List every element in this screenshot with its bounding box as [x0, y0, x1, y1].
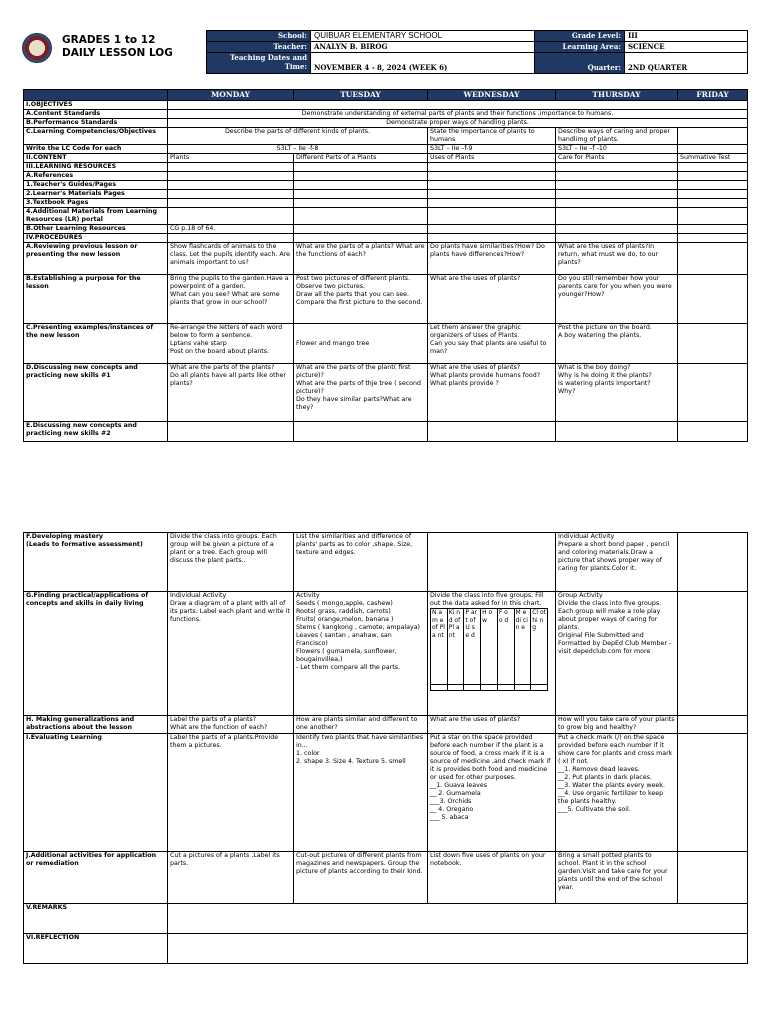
quarter-value: 2ND QUARTER	[625, 53, 748, 74]
header-info-table	[206, 30, 748, 74]
title-line-1: GRADES 1 to 12	[62, 34, 156, 46]
additional-activities-wed: List down five uses of plants on your notebook.	[428, 852, 556, 904]
lc-code-thu: S3LT – IIe –f -10	[556, 145, 678, 154]
learning-resources-heading: III.LEARNING RESOURCES	[24, 163, 168, 172]
competencies-label: C.Learning Competencies/Objectives	[24, 128, 168, 145]
day-header-monday: MONDAY	[168, 90, 294, 101]
evaluating-tue: Identify two plants that have similarities in... 1. color 2. shape 3. Size 4. Texture 5. smell	[294, 734, 428, 852]
evaluating-label: I.Evaluating Learning	[24, 734, 168, 852]
competencies-thu: Describe ways of caring and proper handlimg of plants.	[556, 128, 678, 145]
discussing-2-label: E.Discussing new concepts and practicing new skills #2	[24, 422, 168, 442]
content-tue: Different Parts of a Plants	[294, 154, 428, 163]
references-label: A.References	[24, 172, 168, 181]
discussing-1-tue: What are the parts of the plant( first picture)? What are the parts of thje tree ( second picture)? Do they have similar parts?What are they?	[294, 364, 428, 422]
quarter-label: Quarter:	[535, 53, 625, 74]
learning-area-value: SCIENCE	[625, 42, 748, 53]
additional-activities-thu: Bring a small potted plants to school. Plant it in the school garden.Visit and take care for your plants until the end of the school year.	[556, 852, 678, 904]
day-header-tuesday: TUESDAY	[294, 90, 428, 101]
additional-materials-label: 4.Additional Materials from Learning Resources (LR) portal	[24, 208, 168, 225]
chart-col-how: H o w	[481, 609, 498, 685]
content-standards-label: A.Content Standards	[24, 110, 168, 119]
reflection-value	[168, 934, 748, 964]
additional-activities-mon: Cut a pictures of a plants .Label its parts.	[168, 852, 294, 904]
content-thu: Care for Plants	[556, 154, 678, 163]
evaluating-mon: Label the parts of a plants.Provide them a pictures.	[168, 734, 294, 852]
generalizations-thu: How will you take care of your plants to grow big and healthy?	[556, 716, 678, 734]
learners-materials-label: 2.Learner's Materials Pages	[24, 190, 168, 199]
objectives-heading: I.OBJECTIVES	[24, 101, 168, 110]
additional-activities-label: J.Additional activities for application or remediation	[24, 852, 168, 904]
practical-applications-mon: Individual Activity Draw a diagram of a plant with all of its parts. Label each plant and write it functions.	[168, 592, 294, 716]
teacher-value: ANALYN B. BIROG	[311, 42, 535, 53]
chart-col-food: F o o d	[497, 609, 514, 685]
presenting-thu: Post the picture on the board. A boy watering the plants.	[556, 324, 678, 364]
presenting-mon: Re-arrange the letters of each word below to form a sentence. Lptans vahe starp Post on the board about plants.	[168, 324, 294, 364]
generalizations-wed: What are the uses of plants?	[428, 716, 556, 734]
dates-label: Teaching Dates and Time:	[207, 53, 311, 74]
performance-standards-label: B.Performance Standards	[24, 119, 168, 128]
competencies-mon-tue: Describe the parts of different kinds of plants.	[168, 128, 428, 145]
practical-applications-thu: Group Activity Divide the class into five groups. Each group will make a role play about proper ways of caring for plants. Original File Submitted and Formatted by DepEd Club Member - visit depedclub.com for more	[556, 592, 678, 716]
lc-code-wed: S3LT – IIe –f-9	[428, 145, 556, 154]
competencies-wed: State the importance of plants to humans	[428, 128, 556, 145]
reviewing-tue: What are the parts of a plants? What are the functions of each?	[294, 243, 428, 275]
developing-mastery-mon: Divide the class into groups. Each group will be given a picture of a plant or a tree. Each group will discuss the plant parts..	[168, 533, 294, 592]
presenting-examples-label: C.Presenting examples/instances of the new lesson	[24, 324, 168, 364]
practical-applications-wed-text: Divide the class into five groups. Fill out the data asked for in this chart.	[430, 592, 544, 607]
developing-mastery-label: F.Developing mastery (Leads to formative assessment)	[24, 533, 168, 592]
presenting-wed: Let them answer the graphic organizers of Uses of Plants. Can you say that plants are useful to man?	[428, 324, 556, 364]
performance-standards-value: Demonstrate proper ways of handling plants.	[168, 119, 748, 128]
purpose-mon: Bring the pupils to the garden.Have a powerpoint of a garden. What can you see? What are some plants that grow in our school?	[168, 275, 294, 324]
other-resources-mon: CG p.18 of 64.	[168, 225, 294, 234]
chart-col-clothing: Cl ot hi n g	[531, 609, 548, 685]
content-label: II.CONTENT	[24, 154, 168, 163]
reflection-label: VI.REFLECTION	[24, 934, 168, 964]
additional-activities-tue: Cut-out pictures of different plants from magazines and newspapers. Group the picture of plants according to their kind.	[294, 852, 428, 904]
evaluating-wed: Put a star on the space provided before each number if the plant is a source of food, a cross mark if it is a source of medicine ,and check mark if it is provides both food and medicine or used for other purposes. __1. Guava leaves __ 2. Gumamela ___3. Orchids __ 4. Oregano ___ 5. abaca	[428, 734, 556, 852]
textbook-pages-label: 3.Textbook Pages	[24, 199, 168, 208]
school-label: School:	[207, 31, 311, 42]
chart-col-part: P ar t of U s e d	[464, 609, 481, 685]
discussing-1-label: D.Discussing new concepts and practicing new skills #1	[24, 364, 168, 422]
chart-col-name: N a m e of Pl a nt	[431, 609, 448, 685]
practical-applications-wed	[428, 592, 556, 716]
other-resources-label: B.Other Learning Resources	[24, 225, 168, 234]
purpose-wed: What are the uses of plants?	[428, 275, 556, 324]
chart-col-medicine: M e di ci n e	[514, 609, 531, 685]
purpose-label: B.Establishing a purpose for the lesson	[24, 275, 168, 324]
content-standards-value: Demonstrate understanding of external parts of plants and their functions ,importance to humans.	[168, 110, 748, 119]
practical-applications-label: G.Finding practical/applications of concepts and skills in daily living	[24, 592, 168, 716]
reviewing-lesson-label: A.Reviewing previous lesson or presenting the new lesson	[24, 243, 168, 275]
discussing-1-mon: What are the parts of the plants? Do all plants have all parts like other plants?	[168, 364, 294, 422]
day-header-friday: FRIDAY	[678, 90, 748, 101]
grade-level-label: Grade Level:	[535, 31, 625, 42]
teachers-guide-label: 1.Teacher's Guides/Pages	[24, 181, 168, 190]
reviewing-thu: What are the uses of plants?In return, what must we do, to our plants?	[556, 243, 678, 275]
purpose-thu: Do you still remember how your parents care for you when you were younger?How?	[556, 275, 678, 324]
discussing-1-wed: What are the uses of plants? What plants provide humans food? What plants provide ?	[428, 364, 556, 422]
developing-mastery-tue: List the similarities and difference of plants' parts as to color ,shape. Size, texture and edges.	[294, 533, 428, 592]
presenting-tue: Flower and mango tree	[294, 324, 428, 364]
lc-code-mon-tue: S3LT – IIe -f-8	[168, 145, 428, 154]
content-wed: Uses of Plants	[428, 154, 556, 163]
generalizations-tue: How are plants similar and different to one another?	[294, 716, 428, 734]
reviewing-wed: Do plants have similarities?How? Do plants have differences?How?	[428, 243, 556, 275]
document-title	[62, 34, 173, 60]
teacher-label: Teacher:	[207, 42, 311, 53]
developing-mastery-thu: Individual Activity Prepare a short bond paper , pencil and coloring materials.Draw a picture that shows proper way of caring for plants.Color it.	[556, 533, 678, 592]
remarks-value	[168, 904, 748, 934]
evaluating-thu: Put a check mark (/) on the space provided before each number if it show care for plants and cross mark ( x) if not. __1. Remove dead leaves. __2. Put plants in dark places. __3. Water the plants every week. __4. Use organic fertilizer to keep the plants healthy. ___5. Cultivate the soil.	[556, 734, 678, 852]
generalizations-label: H. Making generalizations and abstractions about the lesson	[24, 716, 168, 734]
content-fri: Summative Test	[678, 154, 748, 163]
school-value: QUIBUAR ELEMENTARY SCHOOL	[311, 31, 535, 42]
deped-seal-logo	[22, 33, 52, 63]
uses-of-plants-chart	[430, 608, 548, 691]
remarks-label: V.REMARKS	[24, 904, 168, 934]
practical-applications-tue: Activity Seeds ( mongo,apple, cashew) Roots( grass, raddish, carrots) Fruits( orange,melon, banana ) Stems ( kangkong , camote, ampalaya) Leaves ( santan , anahaw, san Francisco) Flowers ( gumamela, sunflower, bougainvillea,) - Let them compare all the parts.	[294, 592, 428, 716]
day-header-thursday: THURSDAY	[556, 90, 678, 101]
grade-level-value: III	[625, 31, 748, 42]
dates-value: NOVEMBER 4 - 8, 2024 (WEEK 6)	[311, 53, 535, 74]
title-line-2: DAILY LESSON LOG	[62, 47, 173, 59]
reviewing-mon: Show flashcards of animals to the class. Let the pupils identify each. Are animals important to us?	[168, 243, 294, 275]
day-header-wednesday: WEDNESDAY	[428, 90, 556, 101]
lc-code-label: Write the LC Code for each	[24, 145, 168, 154]
discussing-1-thu: What is the boy doing? Why is he doing it the plants? Is watering plants important? Why?	[556, 364, 678, 422]
procedures-heading: IV.PROCEDURES	[24, 234, 168, 243]
corner-cell	[24, 90, 168, 101]
chart-col-kind: Ki n d of Pl a nt	[447, 609, 464, 685]
lesson-log-table-page1	[23, 89, 748, 442]
purpose-tue: Post two pictures of different plants. Observe two pictures. Draw all the parts that you can see. Compare the first picture to the second.	[294, 275, 428, 324]
learning-area-label: Learning Area:	[535, 42, 625, 53]
lesson-log-table-page2	[23, 532, 748, 964]
content-mon: Plants	[168, 154, 294, 163]
generalizations-mon: Label the parts of a plants? What are the function of each?	[168, 716, 294, 734]
